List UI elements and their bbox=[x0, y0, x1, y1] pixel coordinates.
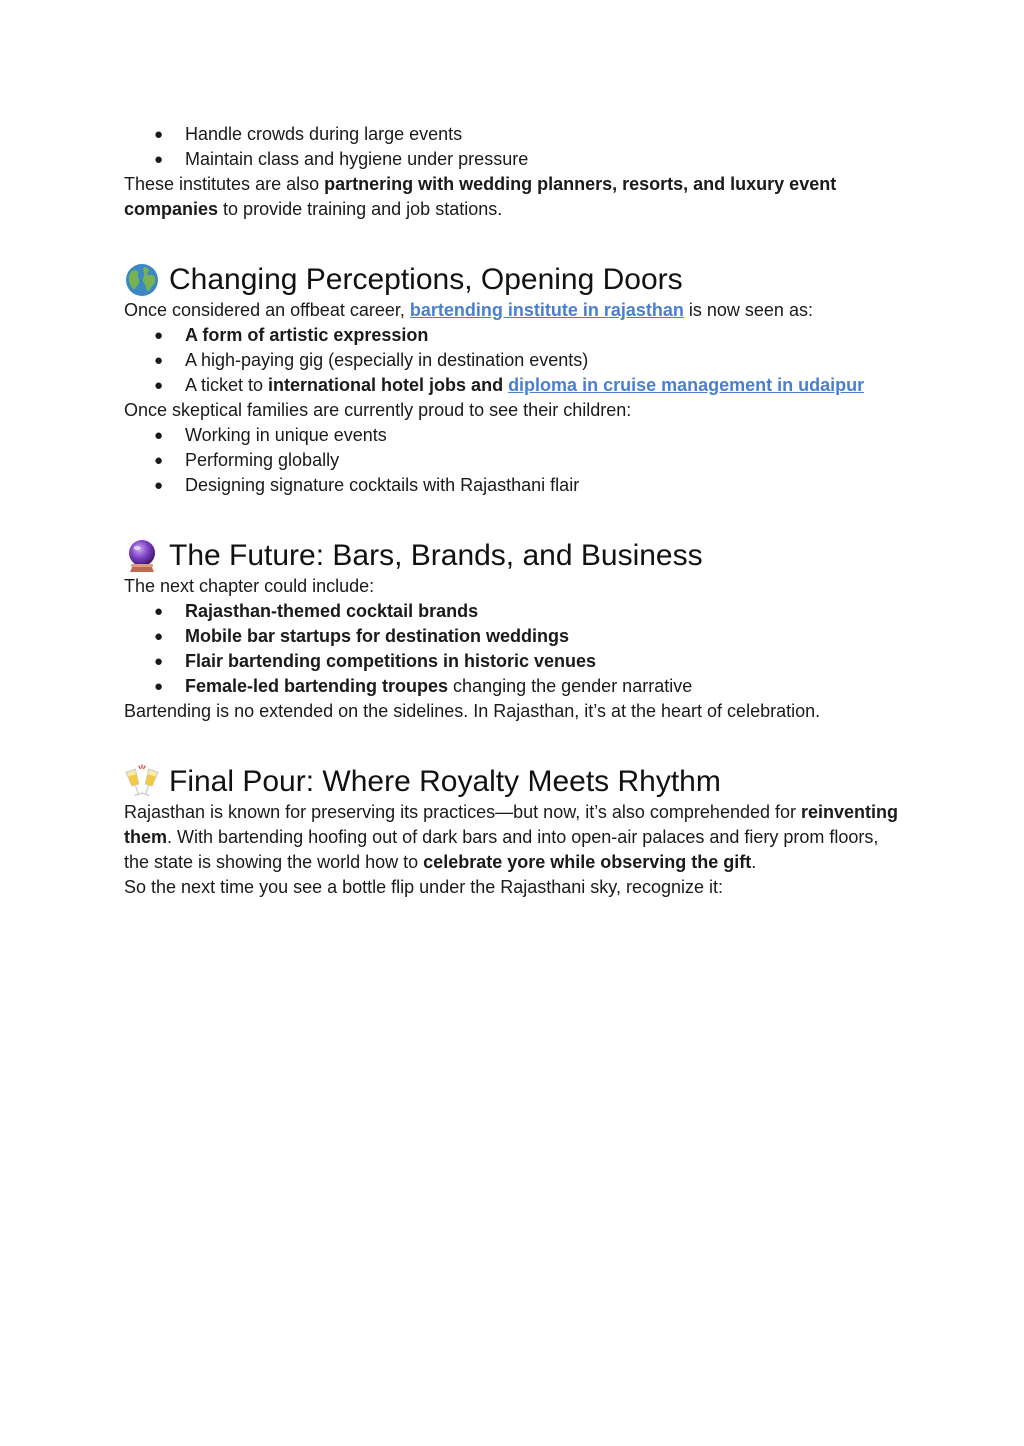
institutes-paragraph bbox=[124, 172, 904, 222]
section-heading bbox=[124, 764, 904, 800]
list-item bbox=[124, 373, 904, 398]
cruise-management-link[interactable]: diploma in cruise management in udaipur bbox=[508, 375, 865, 395]
bold-text: international hotel jobs and bbox=[268, 375, 509, 395]
closing-paragraph: Bartending is no extended on the sidelines. In Rajasthan, it’s at the heart of celebration. bbox=[124, 701, 821, 721]
list-item bbox=[124, 674, 904, 699]
text-run: to provide training and job stations. bbox=[218, 199, 503, 219]
final-paragraph bbox=[124, 800, 904, 875]
bold-text: Rajasthan-themed cocktail brands bbox=[185, 601, 479, 621]
list-item: ● Working in unique events bbox=[124, 423, 904, 448]
top-bullet-list bbox=[124, 122, 904, 172]
bold-text: reinventing them bbox=[124, 802, 899, 847]
list-item bbox=[124, 624, 904, 649]
bartending-institute-link[interactable]: bartending institute in rajasthan bbox=[409, 300, 684, 320]
clinking-glasses-icon bbox=[124, 764, 160, 800]
text-run: A ticket to bbox=[185, 375, 269, 395]
globe-icon bbox=[124, 262, 160, 298]
families-list bbox=[124, 423, 904, 498]
bold-text: Female-led bartending troupes bbox=[185, 676, 449, 696]
section-changing-perceptions bbox=[124, 262, 904, 498]
list-item bbox=[124, 649, 904, 674]
document-content bbox=[124, 122, 904, 900]
section-title: Changing Perceptions, Opening Doors bbox=[169, 263, 683, 296]
section-heading bbox=[124, 262, 904, 298]
text-run: is now seen as: bbox=[683, 300, 813, 320]
families-paragraph: Once skeptical families are currently proud to see their children: bbox=[124, 400, 632, 420]
bold-text: partnering with wedding planners, resorts, and luxury event companies bbox=[124, 174, 837, 219]
bold-text: Mobile bar startups for destination weddings bbox=[185, 626, 570, 646]
text-run: . bbox=[751, 852, 757, 872]
list-item bbox=[124, 323, 904, 348]
bold-text: A form of artistic expression bbox=[185, 325, 429, 345]
final-line: So the next time you see a bottle flip under the Rajasthani sky, recognize it: bbox=[124, 877, 724, 897]
perception-list bbox=[124, 323, 904, 398]
text-run: These institutes are also bbox=[124, 174, 325, 194]
bold-text: Flair bartending competitions in historic venues bbox=[185, 651, 597, 671]
list-item: ● A high-paying gig (especially in destination events) bbox=[124, 348, 904, 373]
future-list bbox=[124, 599, 904, 699]
section-heading bbox=[124, 538, 904, 574]
list-item: ● Designing signature cocktails with Rajasthani flair bbox=[124, 473, 904, 498]
crystal-ball-icon bbox=[124, 538, 160, 574]
list-item: ● Maintain class and hygiene under pressure bbox=[124, 147, 904, 172]
list-item: ● Performing globally bbox=[124, 448, 904, 473]
section-intro bbox=[124, 298, 904, 323]
section-intro: The next chapter could include: bbox=[124, 576, 375, 596]
section-title: The Future: Bars, Brands, and Business bbox=[169, 539, 703, 572]
list-item: ● Handle crowds during large events bbox=[124, 122, 904, 147]
text-run: changing the gender narrative bbox=[448, 676, 693, 696]
text-run: Once considered an offbeat career, bbox=[124, 300, 410, 320]
text-run: Rajasthan is known for preserving its practices—but now, it’s also comprehended for bbox=[124, 802, 802, 822]
bold-text: celebrate yore while observing the gift bbox=[423, 852, 752, 872]
text-run: . With bartending hoofing out of dark bars and into open-air palaces and fiery prom floors, the state is showing the world how to bbox=[124, 827, 879, 872]
section-the-future bbox=[124, 538, 904, 724]
list-item bbox=[124, 599, 904, 624]
section-title: Final Pour: Where Royalty Meets Rhythm bbox=[169, 765, 721, 798]
section-final-pour bbox=[124, 764, 904, 900]
